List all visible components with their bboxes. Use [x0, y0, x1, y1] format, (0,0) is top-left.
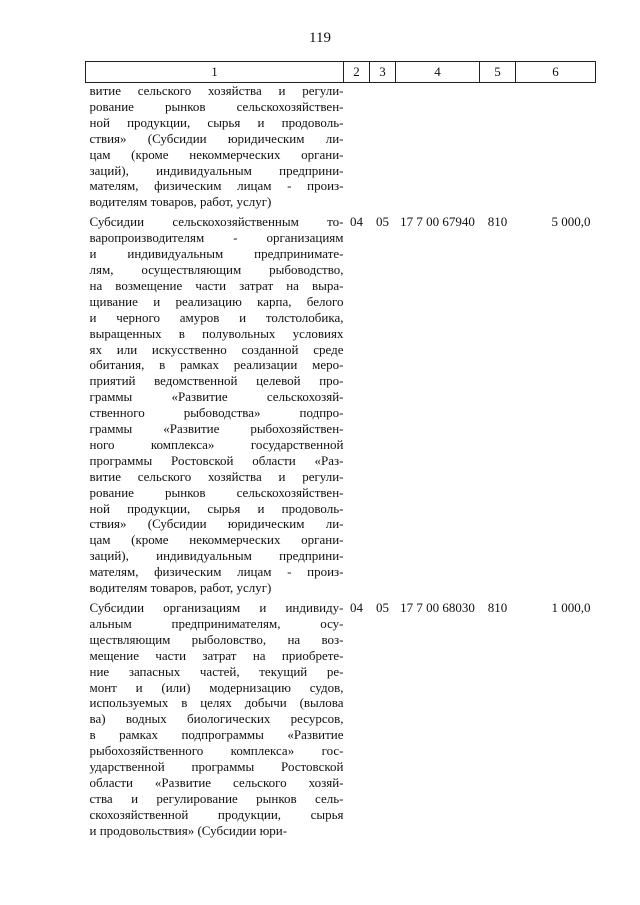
description-line: водителям товаров, работ, услуг): [89, 194, 272, 210]
description-line: обитания, в рамках реализации меро-: [89, 357, 344, 373]
description-line: программы Ростовской области «Раз-: [89, 452, 344, 468]
row-description: [86, 83, 344, 215]
description-line: ственного рыбоводства» подпро-: [89, 405, 344, 421]
table-header-row: [86, 62, 596, 83]
description-line: витие сельского хозяйства и регули-: [89, 83, 344, 98]
description-line: мателям, физическим лицам - произ-: [89, 564, 344, 580]
table-row: [86, 214, 596, 600]
description-line: граммы «Развитие сельскохозяй-: [89, 389, 344, 405]
subsection-code: 05: [376, 214, 389, 230]
description-line: ударственной программы Ростовской: [89, 759, 344, 775]
column-header-5: 5: [480, 62, 516, 83]
description-line: приятий ведомственной целевой про-: [89, 373, 344, 389]
description-line: на возмещение части затрат на выра-: [89, 277, 344, 293]
column-header-3: 3: [370, 62, 396, 83]
row-description: [86, 600, 344, 843]
description-line: варопроизводителям - организациям: [89, 230, 344, 246]
description-line: выращенных в полувольных условиях: [89, 325, 344, 341]
description-line: ние запасных частей, текущий ре-: [89, 663, 344, 679]
column-header-1: 1: [86, 62, 344, 83]
section-code: 04: [350, 214, 363, 230]
description-line: ства и регулирование рынков сель-: [89, 790, 344, 806]
description-line: и продовольствия» (Субсидии юри-: [89, 822, 288, 838]
page-number: 119: [309, 30, 331, 46]
description-line: ществляющим рыболовство, на воз-: [89, 631, 344, 647]
description-line: альным предпринимателям, осу-: [89, 615, 344, 631]
table-row: [86, 600, 596, 843]
target-article-code: [396, 83, 480, 215]
subsection-code: 05: [376, 600, 389, 615]
amount-value: [516, 83, 596, 215]
description-line: цам (кроме некоммерческих органи-: [89, 532, 344, 548]
description-line: заций), индивидуальным предприни-: [89, 548, 344, 564]
budget-table: [85, 61, 596, 843]
description-line: монт и (или) модернизацию судов,: [89, 679, 344, 695]
description-line: скохозяйственной продукции, сырья: [89, 806, 344, 822]
amount-value: 5 000,0: [551, 214, 591, 230]
table-row: [86, 83, 596, 215]
description-line: водителям товаров, работ, услуг): [89, 580, 272, 596]
row-description: [86, 214, 344, 600]
description-line: цам (кроме некоммерческих органи-: [89, 146, 344, 162]
description-line: ствия» (Субсидии юридическим ли-: [89, 516, 344, 532]
description-line: мещение части затрат на приобрете-: [89, 647, 344, 663]
description-line: используемых в целях добычи (вылова: [89, 695, 344, 711]
expense-type-code: 810: [487, 214, 508, 230]
description-line: ного комплекса» государственной: [89, 436, 344, 452]
description-line: области «Развитие сельского хозяй-: [89, 774, 344, 790]
description-line: витие сельского хозяйства и регули-: [89, 468, 344, 484]
description-line: и индивидуальным предпринимате-: [89, 246, 344, 262]
description-line: в рамках подпрограммы «Развитие: [89, 727, 344, 743]
description-line: граммы «Развитие рыбохозяйствен-: [89, 421, 344, 437]
description-line: мателям, физическим лицам - произ-: [89, 178, 344, 194]
target-article-code: 17 7 00 68030: [400, 600, 475, 615]
description-line: щивание и реализацию карпа, белого: [89, 293, 344, 309]
description-line: рование рынков сельскохозяйствен-: [89, 98, 344, 114]
amount-value: 1 000,0: [551, 600, 591, 615]
description-line: ях или искусственно созданной среде: [89, 341, 344, 357]
description-line: рыбохозяйственного комплекса» гос-: [89, 743, 344, 759]
subsection-code: [370, 83, 396, 215]
description-line: рование рынков сельскохозяйствен-: [89, 484, 344, 500]
target-article-code: 17 7 00 67940: [400, 214, 475, 230]
expense-type-code: 810: [487, 600, 508, 615]
column-header-2: 2: [344, 62, 370, 83]
section-code: [344, 83, 370, 215]
description-line: ной продукции, сырья и продоволь-: [89, 500, 344, 516]
description-line: ва) водных биологических ресурсов,: [89, 711, 344, 727]
section-code: 04: [350, 600, 363, 615]
description-line: Субсидии организациям и индивиду-: [89, 600, 344, 615]
table-body: [86, 83, 596, 843]
description-line: ствия» (Субсидии юридическим ли-: [89, 130, 344, 146]
column-header-4: 4: [396, 62, 480, 83]
description-line: Субсидии сельскохозяйственным то-: [89, 214, 344, 230]
description-line: и черного амуров и толстолобика,: [89, 309, 344, 325]
column-header-6: 6: [516, 62, 596, 83]
description-line: лям, осуществляющим рыбоводство,: [89, 261, 344, 277]
description-line: ной продукции, сырья и продоволь-: [89, 114, 344, 130]
expense-type-code: [480, 83, 516, 215]
description-line: заций), индивидуальным предприни-: [89, 162, 344, 178]
